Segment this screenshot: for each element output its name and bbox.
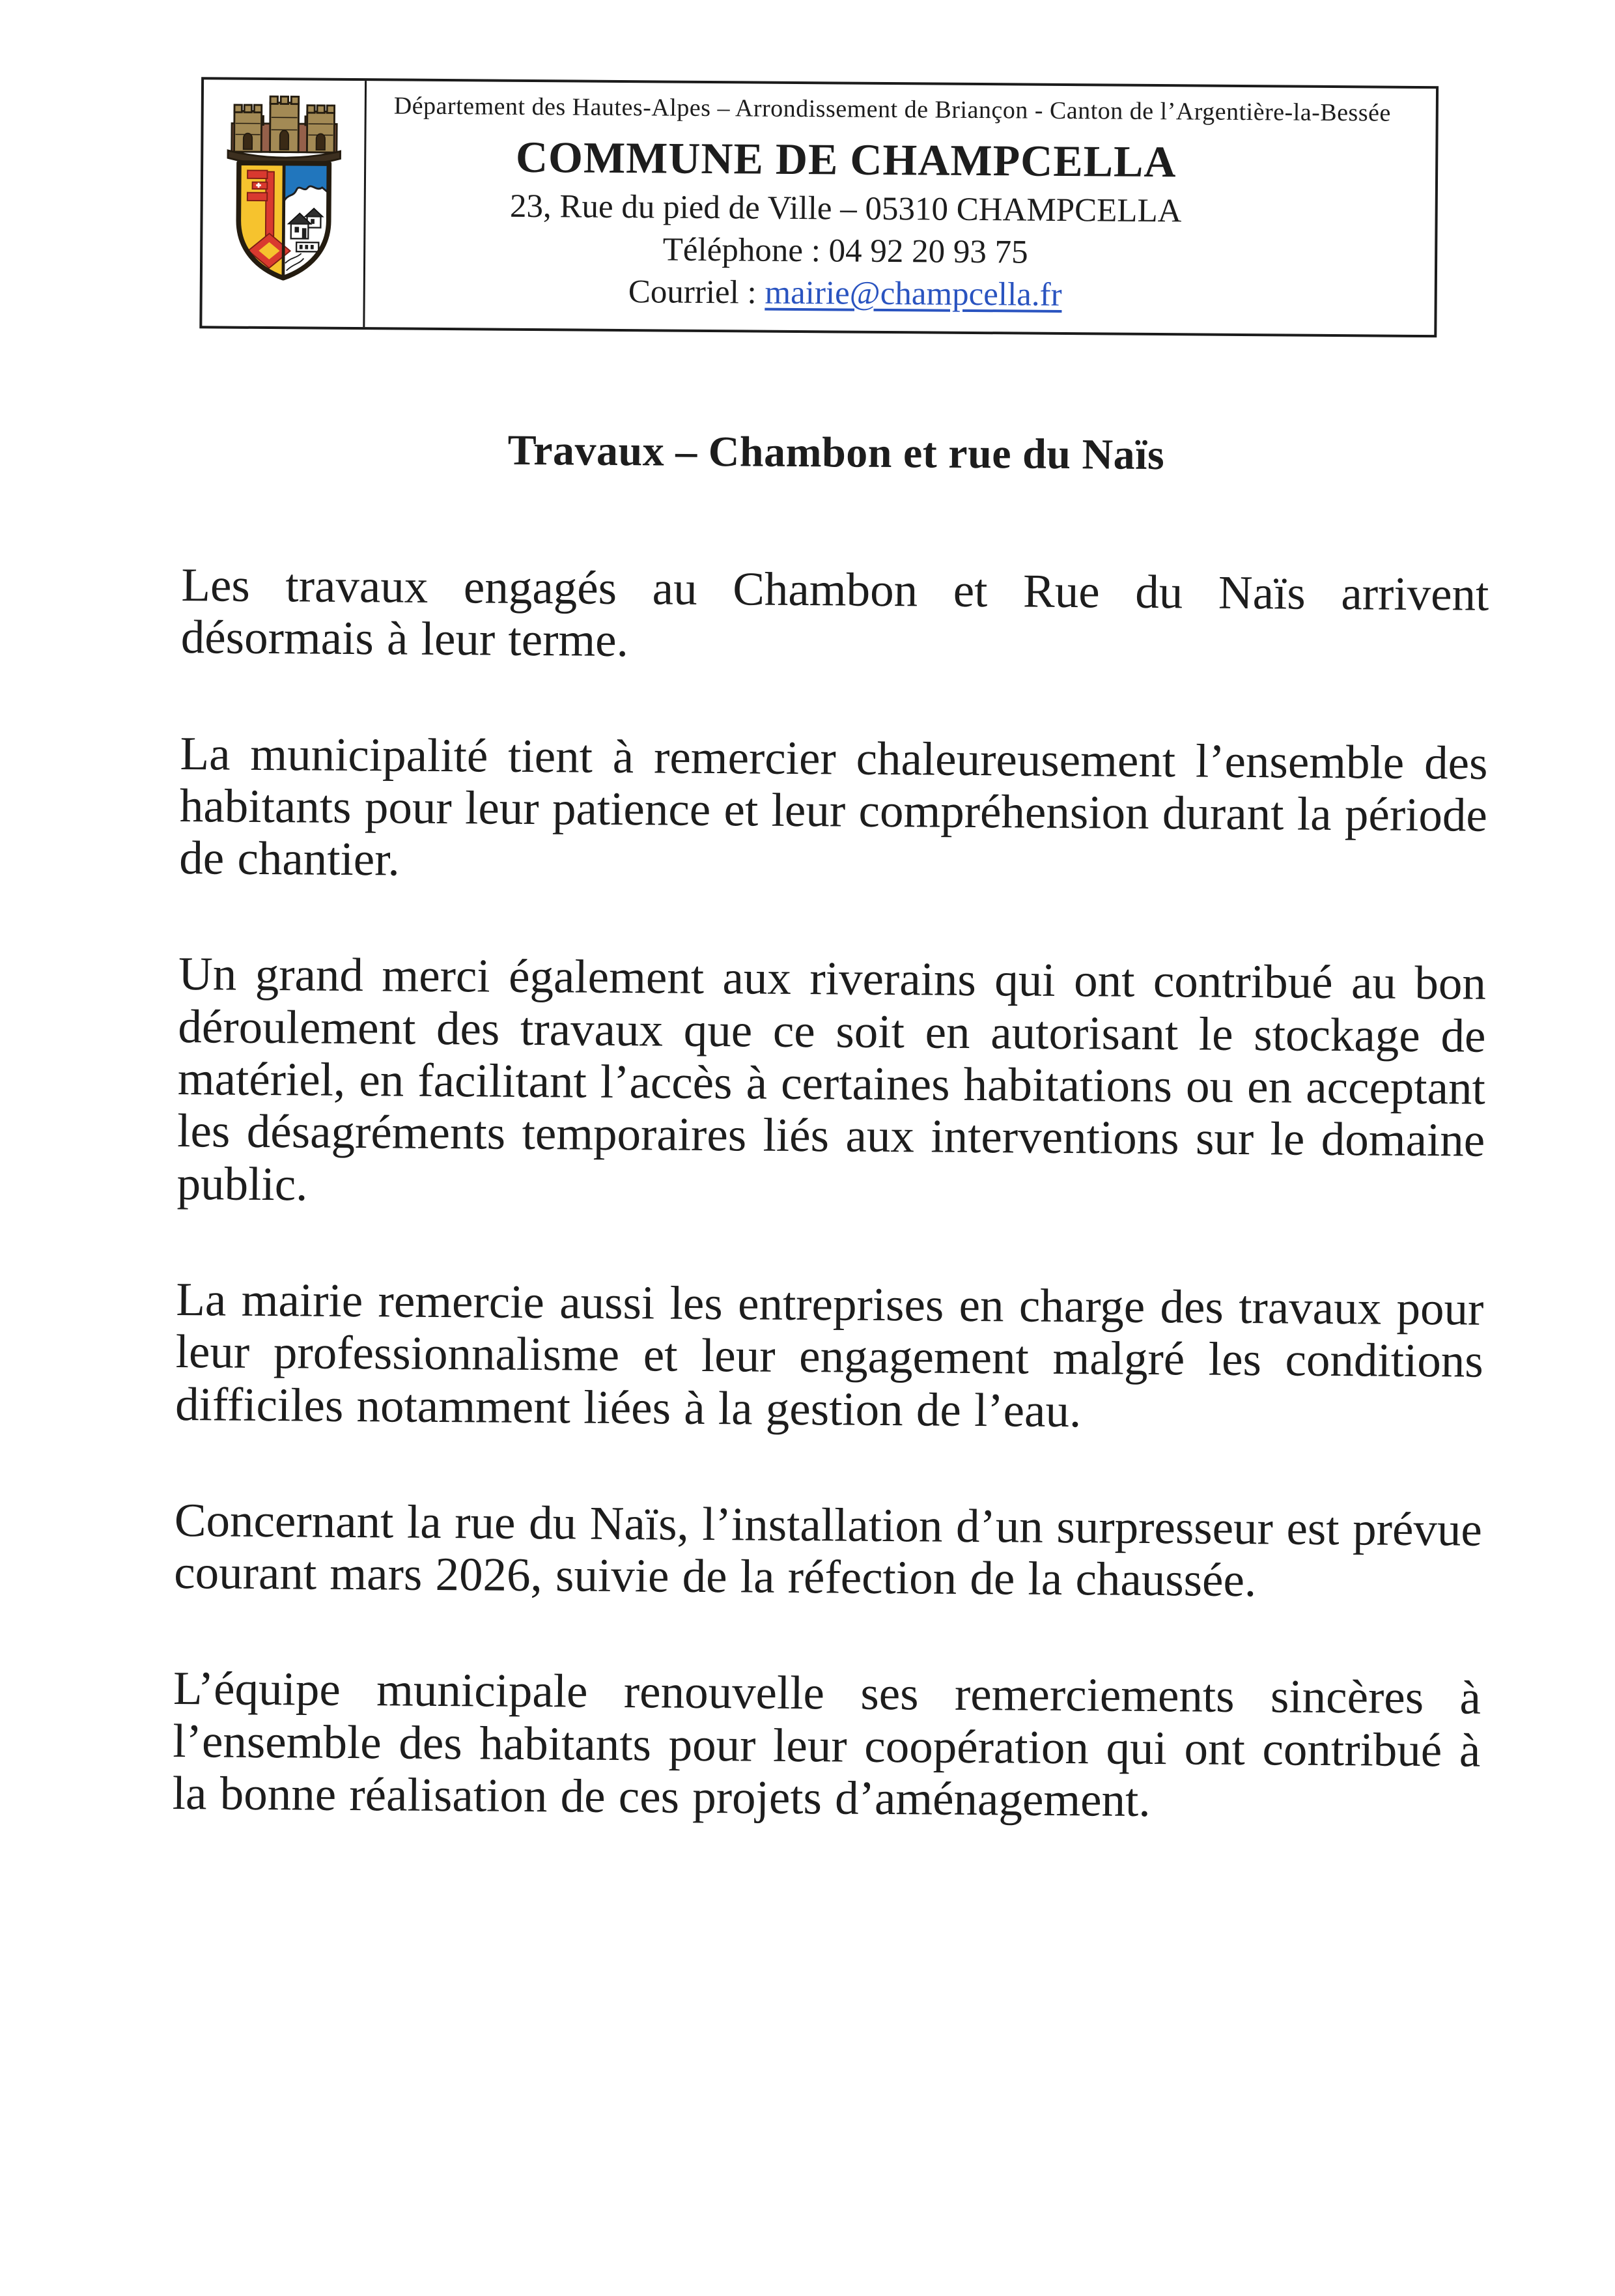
phone-line	[393, 229, 1298, 274]
email-label: Courriel :	[628, 273, 757, 311]
champcella-coat-of-arms-icon	[212, 89, 355, 293]
body-paragraph: Un grand merci également aux riverains qui ont contribué au bon déroulement des travaux que ce soit en autorisant le stockage de matériel, en facilitant l’accès à certaines habitations ou en acceptant les désagréments temporaires liés aux interventions sur le domaine public.	[176, 947, 1487, 1211]
phone-number: 04 92 20 93 75	[828, 233, 1028, 271]
department-line: Département des Hautes-Alpes – Arrondissement de Briançon - Canton de l’Argentière-la-Bessée	[393, 92, 1391, 127]
mural-crown-icon	[227, 96, 340, 166]
document-body	[173, 423, 1491, 1829]
email-link[interactable]: mairie@champcella.fr	[765, 274, 1062, 313]
email-line	[393, 271, 1298, 316]
body-paragraph: Concernant la rue du Naïs, l’installation d’un surpresseur est prévue courant mars 2026, suivie de la réfection de la chaussée.	[174, 1493, 1483, 1607]
letterhead-box	[199, 77, 1439, 337]
phone-label: Téléphone :	[662, 231, 821, 270]
body-paragraph: La mairie remercie aussi les entreprises en charge des travaux pour leur professionnalisme et leur engagement malgré les conditions difficiles notamment liées à la gestion de l’eau.	[175, 1273, 1484, 1437]
address-line: 23, Rue du pied de Ville – 05310 CHAMPCELLA	[509, 188, 1182, 230]
commune-name: COMMUNE DE CHAMPCELLA	[515, 132, 1177, 186]
letterhead-text	[365, 81, 1436, 335]
body-paragraph: Les travaux engagés au Chambon et Rue du Naïs arrivent désormais à leur terme.	[180, 558, 1489, 667]
letterhead-center-stack	[393, 132, 1423, 317]
crest-cell	[202, 79, 367, 327]
body-paragraph: L’équipe municipale renouvelle ses remerciements sincères à l’ensemble des habitants pour leur coopération qui ont contribué à la bonne réalisation de ces projets d’aménagement.	[172, 1662, 1482, 1827]
document-title: Travaux – Chambon et rue du Naïs	[507, 426, 1165, 479]
body-paragraph: La municipalité tient à remercier chaleureusement l’ensemble des habitants pour leur patience et leur compréhension durant la période de chantier.	[179, 726, 1488, 886]
shield-icon	[238, 163, 329, 278]
